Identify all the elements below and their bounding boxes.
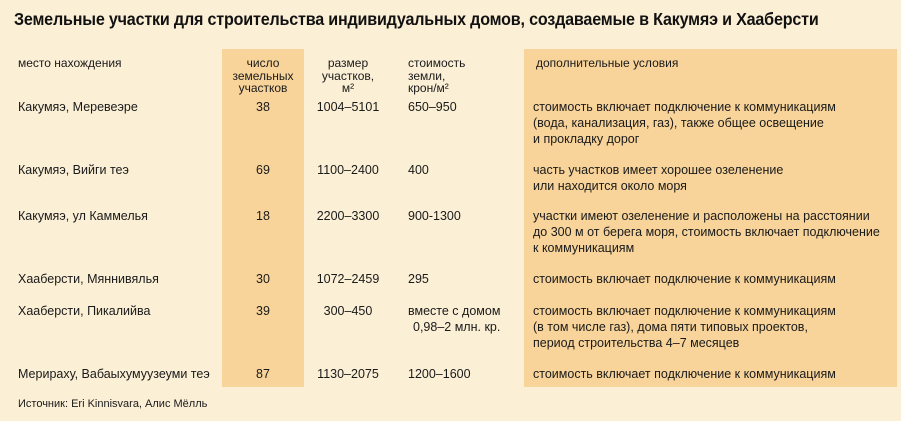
- row-3-price: 900-1300: [408, 209, 461, 223]
- header-notes: дополнительные условия: [536, 56, 679, 70]
- row-4-size: 1072–2459: [316, 272, 380, 286]
- row-6-notes: стоимость включает подключение к коммуникациям: [533, 367, 836, 381]
- row-5-location: Хааберсти, Пикалийва: [18, 304, 151, 318]
- row-6-count: 87: [256, 367, 270, 381]
- row-3-size: 2200–3300: [316, 209, 380, 223]
- row-1-count: 38: [256, 100, 270, 114]
- row-3-notes: участки имеют озеленение и расположены на расстоянии до 300 м от берега моря, стоимость включает подключение к коммуникациям: [533, 209, 880, 255]
- header-price: стоимость земли, крон/м²: [408, 56, 466, 95]
- header-location: место нахождения: [18, 56, 122, 70]
- header-count: число земельных участков: [232, 56, 294, 95]
- row-6-location: Мерираху, Вабаыхумуузеуми теэ: [18, 367, 210, 381]
- row-5-size: 300–450: [323, 304, 373, 318]
- row-6-price: 1200–1600: [408, 367, 471, 381]
- row-2-location: Какумяэ, Вийги теэ: [18, 163, 129, 177]
- row-3-count: 18: [256, 209, 270, 223]
- row-5-price: вместе с домом 0,98–2 млн. кр.: [408, 304, 501, 334]
- row-4-price: 295: [408, 272, 429, 286]
- row-1-size: 1004–5101: [316, 100, 380, 114]
- row-2-size: 1100–2400: [317, 163, 379, 177]
- source-credit: Источник: Eri Kinnisvara, Алис Мёлль: [18, 398, 208, 410]
- table-title: Земельные участки для строительства индивидуальных домов, создаваемые в Какумяэ и Хааберсти: [14, 9, 819, 29]
- row-1-location: Какумяэ, Меревеэре: [18, 100, 138, 114]
- row-3-location: Какумяэ, ул Каммелья: [18, 209, 148, 223]
- header-size: размер участков, м²: [321, 56, 375, 95]
- row-4-location: Хааберсти, Мяннивялья: [18, 272, 159, 286]
- row-5-notes: стоимость включает подключение к коммуникациям (в том числе газ), дома пяти типовых проектов, период строительства 4–7 месяцев: [533, 304, 836, 350]
- row-1-notes: стоимость включает подключение к коммуникациям (вода, канализация, газ), также общее освещение и прокладку дорог: [533, 100, 836, 146]
- row-5-count: 39: [256, 304, 270, 318]
- row-4-count: 30: [256, 272, 270, 286]
- row-2-notes: часть участков имеет хорошее озеленение или находится около моря: [533, 163, 784, 193]
- row-2-price: 400: [408, 163, 429, 177]
- row-6-size: 1130–2075: [317, 367, 379, 381]
- row-4-notes: стоимость включает подключение к коммуникациям: [533, 272, 836, 286]
- row-2-count: 69: [256, 163, 270, 177]
- row-1-price: 650–950: [408, 100, 457, 114]
